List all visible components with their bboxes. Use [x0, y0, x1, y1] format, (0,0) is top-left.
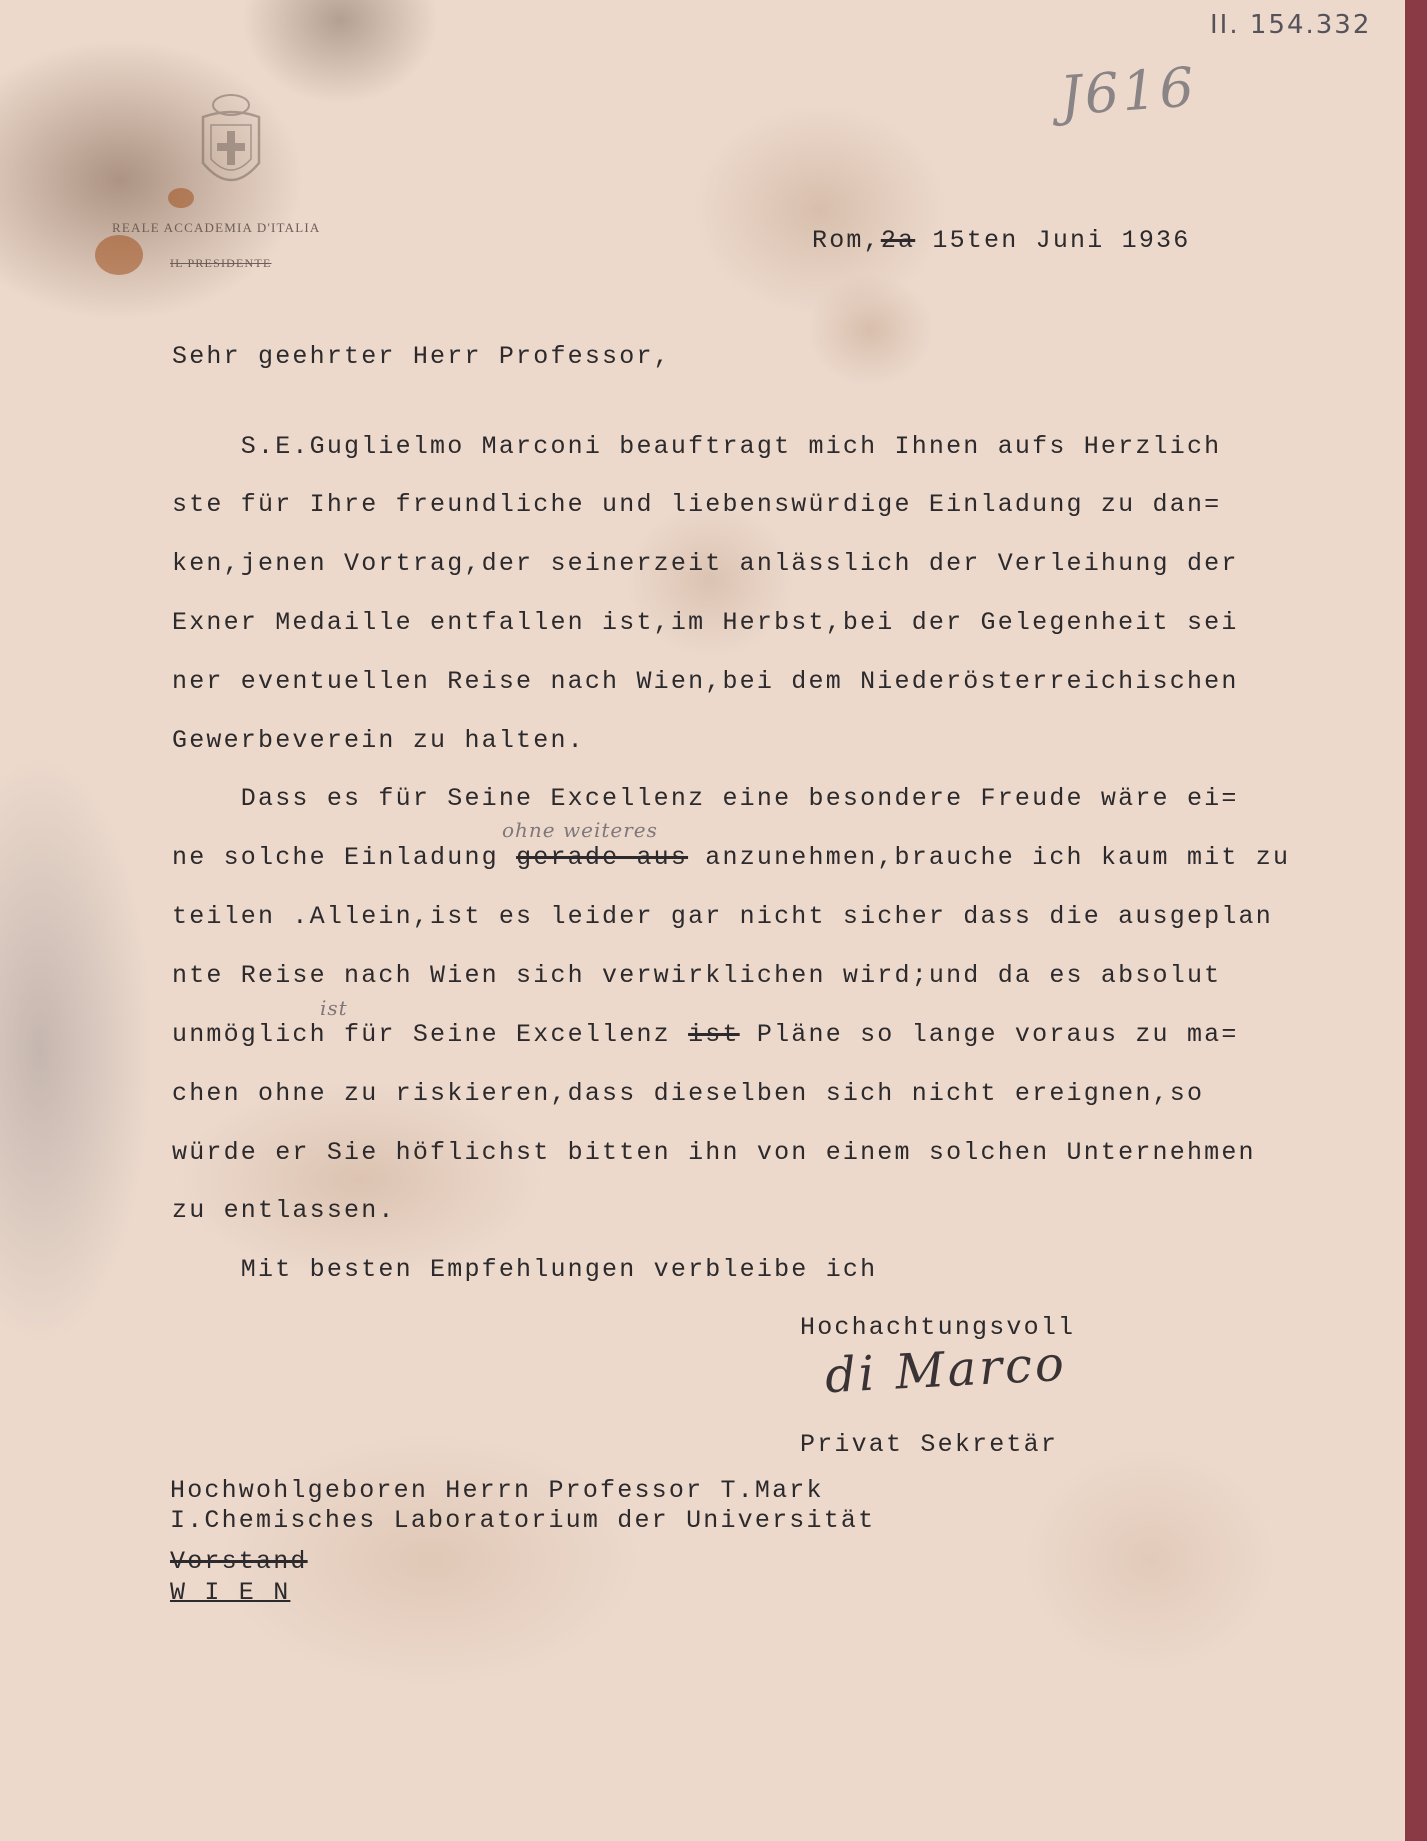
- body-fragment: ne solche Einladung: [172, 843, 517, 872]
- body-line: ner eventuellen Reise nach Wien,bei dem Niederösterreichischen: [172, 667, 1239, 696]
- date-struck-text: 2a: [880, 226, 916, 255]
- body-line: Dass es für Seine Excellenz eine besondere Freude wäre ei=: [172, 784, 1239, 813]
- body-line: S.E.Guglielmo Marconi beauftragt mich Ihnen aufs Herzlich: [172, 432, 1222, 461]
- closing-line: Mit besten Empfehlungen verbleibe ich: [172, 1255, 878, 1284]
- body-line: ste für Ihre freundliche und liebenswürdige Einladung zu dan=: [172, 490, 1222, 519]
- letterhead-academy: REALE ACCADEMIA D'ITALIA: [112, 220, 321, 235]
- body-fragment: anzunehmen,brauche ich kaum mit zu: [688, 843, 1291, 872]
- address-line: I.Chemisches Laboratorium der Universität: [170, 1506, 876, 1535]
- body-line: nte Reise nach Wien sich verwirklichen wird;und da es absolut: [172, 961, 1222, 990]
- struck-text: ist: [688, 1020, 740, 1049]
- date-rest: 15ten Juni 1936: [915, 226, 1191, 255]
- handwritten-insertion: ist: [320, 996, 348, 1020]
- address-struck-line: Vorstand: [170, 1547, 308, 1576]
- body-fragment: Pläne so lange voraus zu ma=: [739, 1020, 1239, 1049]
- body-line: Gewerbeverein zu halten.: [172, 726, 585, 755]
- closing-regards: Hochachtungsvoll: [800, 1313, 1076, 1342]
- body-line: zu entlassen.: [172, 1196, 396, 1225]
- body-line: chen ohne zu riskieren,dass dieselben sich nicht ereignen,so: [172, 1079, 1205, 1108]
- address-line: Hochwohlgeboren Herrn Professor T.Mark: [170, 1476, 824, 1505]
- body-line: [172, 843, 1290, 872]
- body-line: ken,jenen Vortrag,der seinerzeit anlässlich der Verleihung der: [172, 549, 1239, 578]
- body-line: Exner Medaille entfallen ist,im Herbst,bei der Gelegenheit sei: [172, 608, 1239, 637]
- body-fragment: unmöglich für Seine Excellenz: [172, 1020, 689, 1049]
- letterhead-office: IL PRESIDENTE: [170, 256, 272, 270]
- archive-number: II. 154.332: [1210, 10, 1372, 40]
- body-line: [172, 1020, 1239, 1049]
- signature: di Marco: [823, 1335, 1069, 1405]
- body-line: teilen .Allein,ist es leider gar nicht sicher dass die ausgeplan: [172, 902, 1273, 931]
- address-city: W I E N: [170, 1578, 291, 1607]
- pencil-archive-mark: J616: [1057, 55, 1199, 128]
- signer-role: Privat Sekretär: [800, 1430, 1059, 1459]
- rust-stain: [95, 235, 143, 275]
- rust-stain: [168, 188, 194, 208]
- struck-text: gerade aus: [516, 843, 689, 872]
- date-prefix: Rom,: [812, 226, 881, 255]
- salutation: Sehr geehrter Herr Professor,: [172, 342, 671, 371]
- body-line: würde er Sie höflichst bitten ihn von einem solchen Unternehmen: [172, 1138, 1256, 1167]
- handwritten-insertion: ohne weiteres: [502, 818, 658, 842]
- letter-date: [812, 226, 1190, 255]
- academy-crest-icon: [195, 85, 267, 203]
